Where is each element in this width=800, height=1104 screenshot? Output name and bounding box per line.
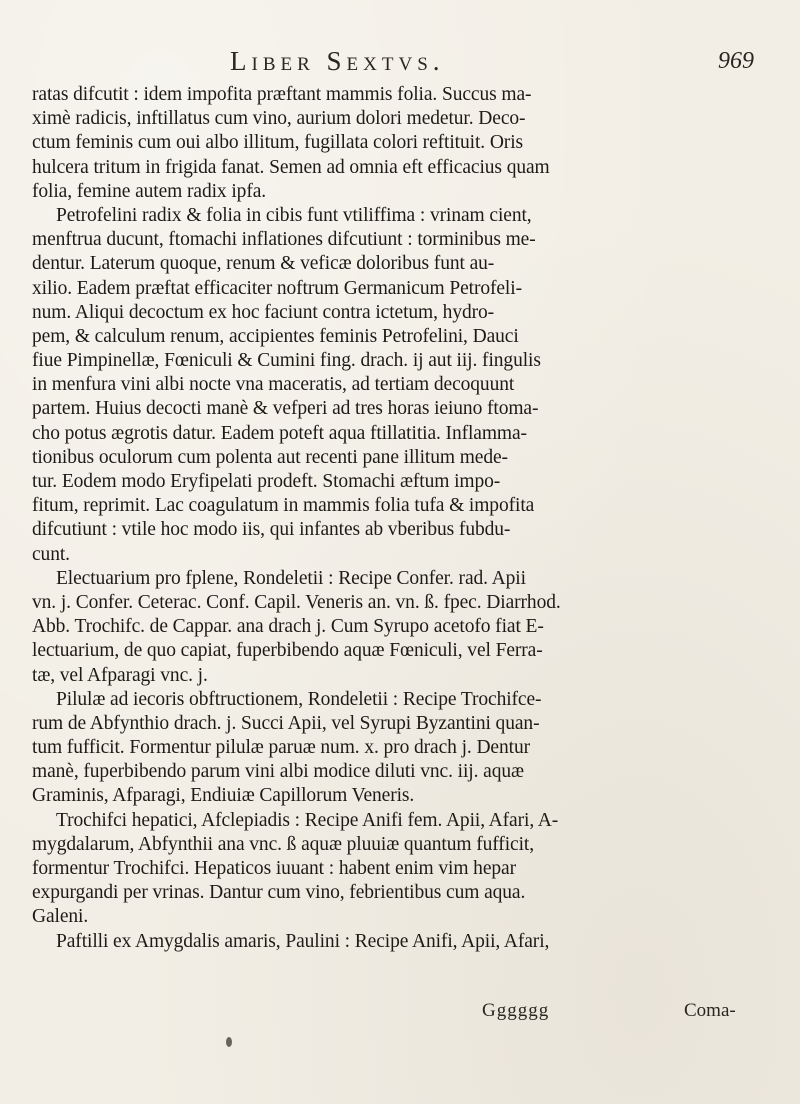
page-number: 969 <box>718 48 754 74</box>
running-head: Liber Sextvs. <box>230 46 445 76</box>
text-line: cho potus ægrotis datur. Eadem poteft aqua ftillatitia. Inflamma- <box>32 422 527 444</box>
text-line: menftrua ducunt, ftomachi inflationes difcutiunt : torminibus me- <box>32 229 536 251</box>
text-line: hulcera tritum in frigida fanat. Semen ad omnia eft efficacius quam <box>32 156 550 178</box>
paragraph-start-line: Petrofelini radix & folia in cibis funt vtiliffima : vrinam cient, <box>56 204 532 226</box>
text-line: Galeni. <box>32 906 89 928</box>
text-line: num. Aliqui decoctum ex hoc faciunt contra ictetum, hydro- <box>32 301 495 323</box>
paragraph-start-line: Trochifci hepatici, Afclepiadis : Recipe Anifi fem. Apii, Afari, A- <box>56 809 559 831</box>
text-line: tum fufficit. Formentur pilulæ paruæ num. x. pro drach j. Dentur <box>32 737 530 759</box>
text-line: tionibus oculorum cum polenta aut recenti pane illitum mede- <box>32 446 508 468</box>
signature-mark: Gggggg <box>482 1000 550 1021</box>
text-line: Graminis, Afparagi, Endiuiæ Capillorum Veneris. <box>32 785 415 807</box>
paragraph-start-line: Electuarium pro fplene, Rondeletii : Recipe Confer. rad. Apii <box>56 567 526 589</box>
text-line: vn. j. Confer. Ceterac. Conf. Capil. Veneris an. vn. ß. fpec. Diarrhod. <box>32 591 561 613</box>
text-line: in menfura vini albi nocte vna maceratis, ad tertiam decoquunt <box>32 374 515 396</box>
text-line: Abb. Trochifc. de Cappar. ana drach j. Cum Syrupo acetofo fiat E- <box>32 616 544 638</box>
catchword: Coma- <box>684 1000 736 1021</box>
text-line: dentur. Laterum quoque, renum & veficæ doloribus funt au- <box>32 253 495 275</box>
text-line: fitum, reprimit. Lac coagulatum in mammis folia tufa & impofita <box>32 495 535 517</box>
text-line: manè, fuperbibendo parum vini albi modice diluti vnc. iij. aquæ <box>32 761 524 783</box>
paragraph-start-line: Pilulæ ad iecoris obftructionem, Rondeletii : Recipe Trochifce- <box>56 688 542 710</box>
text-line: ctum feminis cum oui albo illitum, fugillata colori reftituit. Oris <box>32 132 523 154</box>
text-line: rum de Abfynthio drach. j. Succi Apii, vel Syrupi Byzantini quan- <box>32 712 540 734</box>
text-line: partem. Huius decocti manè & vefperi ad tres horas ieiuno ftoma- <box>32 398 539 420</box>
body-text <box>32 83 777 954</box>
text-line: expurgandi per vrinas. Dantur cum vino, febrientibus cum aqua. <box>32 882 526 904</box>
text-line: difcutiunt : vtile hoc modo iis, qui infantes ab vberibus fubdu- <box>32 519 511 541</box>
text-line: pem, & calculum renum, accipientes feminis Petrofelini, Dauci <box>32 325 519 347</box>
text-line: folia, femine autem radix ipfa. <box>32 180 267 202</box>
text-line: formentur Trochifci. Hepaticos iuuant : habent enim vim hepar <box>32 858 516 879</box>
text-line: ratas difcutit : idem impofita præftant mammis folia. Succus ma- <box>32 84 532 105</box>
page-header <box>0 40 800 80</box>
text-line: tur. Eodem modo Eryfipelati prodeft. Stomachi æftum impo- <box>32 471 501 492</box>
text-line: tæ, vel Afparagi vnc. j. <box>32 664 208 686</box>
text-line: lectuarium, de quo capiat, fuperbibendo aquæ Fœniculi, vel Ferra- <box>32 640 543 662</box>
ink-blot <box>226 1037 232 1047</box>
paragraph-start-line: Paftilli ex Amygdalis amaris, Paulini : Recipe Anifi, Apii, Afari, <box>56 930 550 952</box>
text-line: ximè radicis, inftillatus cum vino, aurium dolori medetur. Deco- <box>32 108 526 130</box>
text-line: xilio. Eadem præftat efficaciter noftrum Germanicum Petrofeli- <box>32 277 522 299</box>
text-line: fiue Pimpinellæ, Fœniculi & Cumini fing. drach. ij aut iij. fingulis <box>32 350 541 372</box>
text-line: mygdalarum, Abfynthii ana vnc. ß aquæ pluuiæ quantum fufficit, <box>32 833 534 855</box>
text-line: cunt. <box>32 543 70 565</box>
